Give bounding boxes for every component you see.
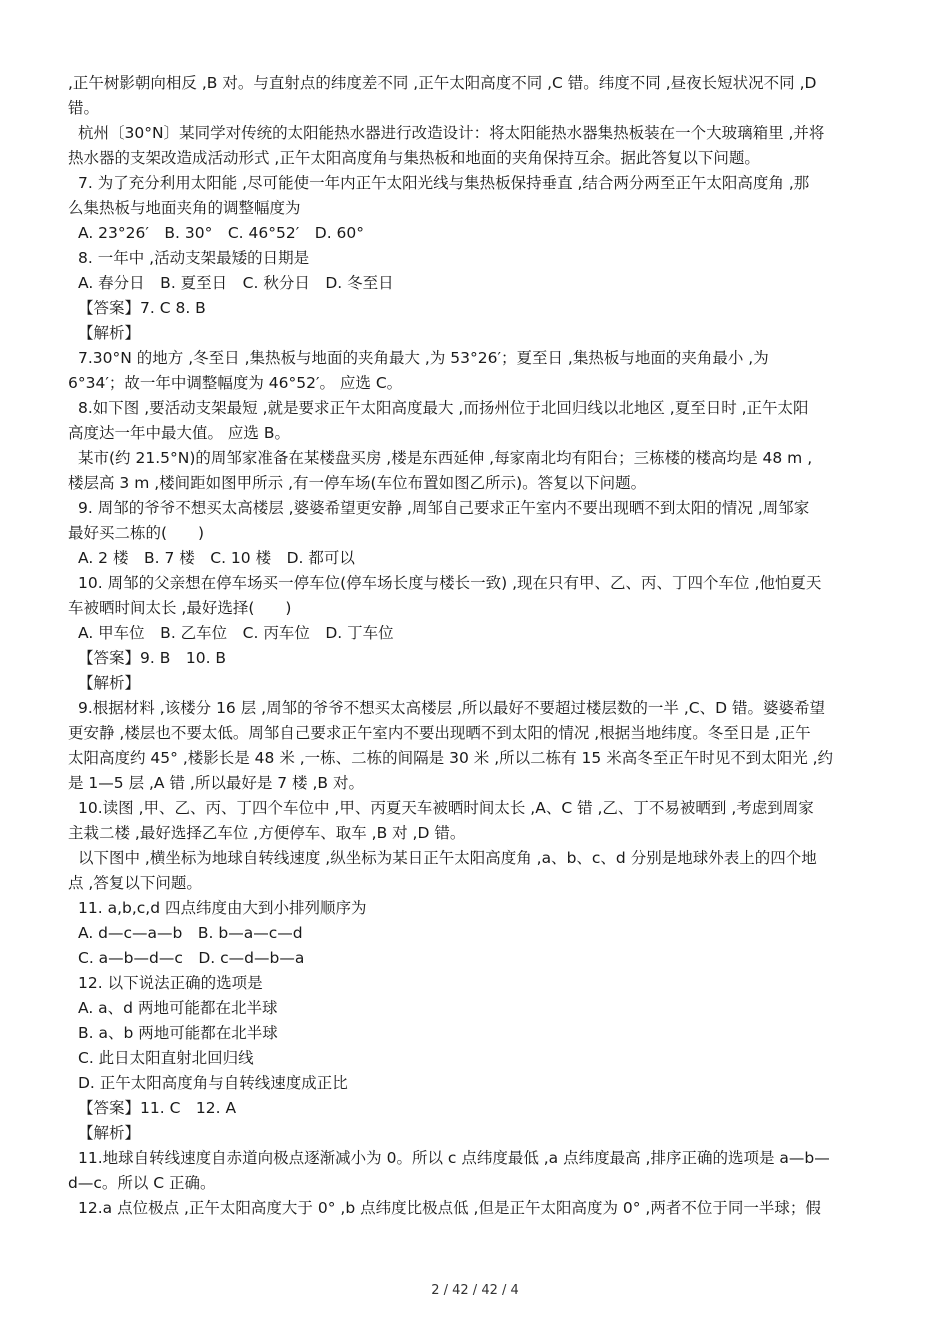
text-line: B. a、b 两地可能都在北半球 (78, 1024, 278, 1042)
text-line: ,正午树影朝向相反 ,B 对。与直射点的纬度差不同 ,正午太阳高度不同 ,C 错。纬度不同 ,昼夜长短状况不同 ,D (68, 74, 817, 92)
text-line: 7. 为了充分利用太阳能 ,尽可能使一年内正午太阳光线与集热板保持垂直 ,结合两分两至正午太阳高度角 ,那 (78, 174, 810, 192)
text-line: 【答案】11. C 12. A (78, 1099, 237, 1117)
text-line: A. 23°26′ B. 30° C. 46°52′ D. 60° (78, 224, 365, 242)
text-line: 12. 以下说法正确的选项是 (78, 974, 263, 992)
text-line: 高度达一年中最大值。 应选 B。 (68, 424, 290, 442)
text-line: 【答案】9. B 10. B (78, 649, 227, 667)
text-line: 8. 一年中 ,活动支架最矮的日期是 (78, 249, 310, 267)
text-line: 11. a,b,c,d 四点纬度由大到小排列顺序为 (78, 899, 367, 917)
text-line: 车被晒时间太长 ,最好选择( ) (68, 599, 292, 617)
text-line: 热水器的支架改造成活动形式 ,正午太阳高度角与集热板和地面的夹角保持互余。据此答复以下问题。 (68, 149, 760, 167)
text-line: 更安静 ,楼层也不要太低。周邹自己要求正午室内不要出现晒不到太阳的情况 ,根据当地纬度。冬至日是 ,正午 (68, 724, 811, 742)
text-line: 太阳高度约 45° ,楼影长是 48 米 ,一栋、二栋的间隔是 30 米 ,所以二栋有 15 米高冬至正午时见不到太阳光 ,约 (68, 749, 834, 767)
text-line: 是 1—5 层 ,A 错 ,所以最好是 7 楼 ,B 对。 (68, 774, 364, 792)
text-line: 楼层高 3 m ,楼间距如图甲所示 ,有一停车场(车位布置如图乙所示)。答复以下问题。 (68, 474, 647, 492)
document-body (68, 71, 884, 1221)
text-line: A. 春分日 B. 夏至日 C. 秋分日 D. 冬至日 (78, 274, 394, 292)
text-line: C. a—b—d—c D. c—d—b—a (78, 949, 305, 967)
text-line: 错。 (68, 99, 100, 117)
text-line: 【解析】 (78, 324, 141, 342)
text-line: 【解析】 (78, 674, 141, 692)
text-line: C. 此日太阳直射北回归线 (78, 1049, 254, 1067)
text-line: 10.读图 ,甲、乙、丙、丁四个车位中 ,甲、丙夏天车被晒时间太长 ,A、C 错 ,乙、丁不易被晒到 ,考虑到周家 (78, 799, 814, 817)
text-line: d—c。所以 C 正确。 (68, 1174, 216, 1192)
text-line: A. a、d 两地可能都在北半球 (78, 999, 278, 1017)
text-line: 【答案】7. C 8. B (78, 299, 206, 317)
text-line: 7.30°N 的地方 ,冬至日 ,集热板与地面的夹角最大 ,为 53°26′；夏至日 ,集热板与地面的夹角最小 ,为 (78, 349, 769, 367)
text-line: 9. 周邹的爷爷不想买太高楼层 ,婆婆希望更安静 ,周邹自己要求正午室内不要出现晒不到太阳的情况 ,周邹家 (78, 499, 810, 517)
text-line: A. d—c—a—b B. b—a—c—d (78, 924, 303, 942)
text-line: 9.根据材料 ,该楼分 16 层 ,周邹的爷爷不想买太高楼层 ,所以最好不要超过楼层数的一半 ,C、D 错。婆婆希望 (78, 699, 825, 717)
text-line: 某市(约 21.5°N)的周邹家准备在某楼盘买房 ,楼是东西延伸 ,每家南北均有阳台；三栋楼的楼高均是 48 m , (78, 449, 813, 467)
text-line: 以下图中 ,横坐标为地球自转线速度 ,纵坐标为某日正午太阳高度角 ,a、b、c、d 分别是地球外表上的四个地 (78, 849, 817, 867)
text-line: 杭州〔30°N〕某同学对传统的太阳能热水器进行改造设计：将太阳能热水器集热板装在一个大玻璃箱里 ,并将 (78, 124, 825, 142)
text-line: 么集热板与地面夹角的调整幅度为 (68, 199, 301, 217)
text-line: 8.如下图 ,要活动支架最短 ,就是要求正午太阳高度最大 ,而扬州位于北回归线以北地区 ,夏至日时 ,正午太阳 (78, 399, 809, 417)
text-line: A. 2 楼 B. 7 楼 C. 10 楼 D. 都可以 (78, 549, 355, 567)
page-number: 2 / 42 / 42 / 4 (431, 1283, 519, 1298)
text-line: 6°34′；故一年中调整幅度为 46°52′。 应选 C。 (68, 374, 403, 392)
text-line: 11.地球自转线速度自赤道向极点逐渐减小为 0。所以 c 点纬度最低 ,a 点纬度最高 ,排序正确的选项是 a—b— (78, 1149, 830, 1167)
text-line: 点 ,答复以下问题。 (68, 874, 202, 892)
text-line: 最好买二栋的( ) (68, 524, 205, 542)
text-line: A. 甲车位 B. 乙车位 C. 丙车位 D. 丁车位 (78, 624, 394, 642)
text-line: 主栽二楼 ,最好选择乙车位 ,方便停车、取车 ,B 对 ,D 错。 (68, 824, 466, 842)
text-line: D. 正午太阳高度角与自转线速度成正比 (78, 1074, 348, 1092)
text-line: 12.a 点位极点 ,正午太阳高度大于 0° ,b 点纬度比极点低 ,但是正午太阳高度为 0° ,两者不位于同一半球；假 (78, 1199, 821, 1217)
text-line: 10. 周邹的父亲想在停车场买一停车位(停车场长度与楼长一致) ,现在只有甲、乙、丙、丁四个车位 ,他怕夏天 (78, 574, 822, 592)
text-line: 【解析】 (78, 1124, 141, 1142)
